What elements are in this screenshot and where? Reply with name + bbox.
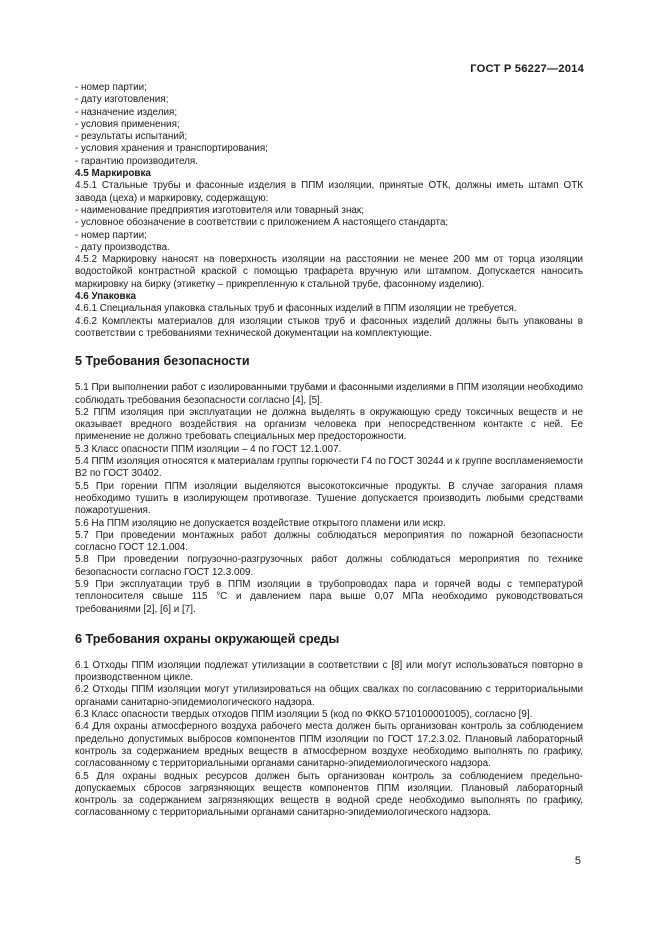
paragraph-4-5-2: 4.5.2 Маркировку наносят на поверхность изоляции на расстоянии не менее 200 мм от торца изоляции водостойкой контрастной краской с помощью трафарета вручную или штампом. Допускается наносить маркировку на бирку (этикетку – прикрепленную к стальной трубе, фасонному изделию). [75,254,583,290]
paragraph-4-5-1: 4.5.1 Стальные трубы и фасонные изделия в ППМ изоляции, принятые ОТК, должны иметь штамп ОТК завода (цеха) и маркировку, содержащую: [75,180,583,204]
list-item: - гарантию производителя. [75,155,199,167]
paragraph-5-1: 5.1 При выполнении работ с изолированными трубами и фасонными изделиями в ППМ изоляции необходимо соблюдать требования безопасности согласно [4], [5]. [75,382,583,406]
list-item: - условное обозначение в соответствии с приложением А настоящего стандарта; [75,217,449,229]
section-title-5: 5 Требования безопасности [75,354,250,369]
paragraph-6-5: 6.5 Для охраны водных ресурсов должен быть организован контроль за соблюдением предельно-допускаемых сбросов загрязняющих веществ компонентов ППМ изоляции. Плановый лабораторный контроль за содержанием загрязняющих веществ в водной среде необходимо выполнять по графику, согласованному с территориальными органами санитарно-эпидемиологического надзора. [75,770,583,819]
list-item: - номер партии; [75,82,147,93]
list-item: - номер партии; [75,229,147,241]
paragraph-5-2: 5.2 ППМ изоляция при эксплуатации не должна выделять в окружающую среду токсичных веществ и не оказывает вредного воздействия на организм человека при непосредственном контакте с ней. Ее применение не должно требовать специальных мер предосторожности. [75,406,583,443]
paragraph-5-6: 5.6 На ППМ изоляцию не допускается воздействие открытого пламени или искр. [75,517,446,529]
paragraph-5-7: 5.7 При проведении монтажных работ должны соблюдаться мероприятия по пожарной безопасности согласно ГОСТ 12.1.004. [75,529,583,554]
list-item: - дату изготовления; [75,94,169,106]
paragraph-5-8: 5.8 При проведении погрузочно-разгрузочных работ должны соблюдаться мероприятия по технике безопасности согласно ГОСТ 12.3.009. [75,554,583,578]
list-item: - назначение изделия; [75,106,178,118]
subsection-title-4-5: 4.5 Маркировка [75,168,151,180]
list-item: - дату производства. [75,241,170,253]
paragraph-5-9: 5.9 При эксплуатации труб в ППМ изоляции в трубопроводах пара и горячей воды с температурой теплоносителя свыше 115 °С и давлением пара выше 0,07 МПа необходимо руководствоваться требованиями [2], [6] и [7]. [75,578,583,615]
paragraph-6-1: 6.1 Отходы ППМ изоляции подлежат утилизации в соответствии с [8] или могут использоваться повторно в производственном цикле. [75,659,583,684]
document-header: ГОСТ Р 56227—2014 [470,63,584,75]
subsection-title-4-6: 4.6 Упаковка [75,291,137,303]
paragraph-6-2: 6.2 Отходы ППМ изоляции могут утилизироваться на общих свалках по согласованию с территориальными органами санитарно-эпидемиологического надзора. [75,684,583,708]
list-item: - наименование предприятия изготовителя или товарный знак; [75,204,364,216]
paragraph-5-4: 5.4 ППМ изоляция относятся к материалам группы горючести Г4 по ГОСТ 30244 и к группе воспламеняемости В2 по ГОСТ 30402. [75,456,583,480]
paragraph-5-3: 5.3 Класс опасности ППМ изоляции – 4 по ГОСТ 12.1.007. [75,443,342,455]
list-item: - условия хранения и транспортирования; [75,143,268,155]
paragraph-6-3: 6.3 Класс опасности твердых отходов ППМ изоляции 5 (код по ФККО 5710100001005), согласно [9]. [75,709,533,721]
list-item: - условия применения; [75,118,180,130]
paragraph-4-6-2: 4.6.2 Комплекты материалов для изоляции стыков труб и фасонных изделий должны быть упакованы в соответствии с требованиями технической документации на комплектующие. [75,315,583,339]
paragraph-6-4: 6.4 Для охраны атмосферного воздуха рабочего места должен быть организован контроль за соблюдением предельно допустимых выбросов компонентов ППМ изоляции по ГОСТ 17.2.3.02. Плановый лабораторный контроль за содержанием вредных веществ в атмосферном воздухе необходимо выполнять по графику, согласованному с территориальными органами санитарно-эпидемиологического надзора. [75,721,583,770]
page-number: 5 [574,855,581,867]
paragraph-4-6-1: 4.6.1 Специальная упаковка стальных труб и фасонных изделий в ППМ изоляции не требуется. [75,303,517,315]
paragraph-5-5: 5.5 При горении ППМ изоляции выделяются высокотоксичные продукты. В случае загорания пламя необходимо тушить в изолирующем противогазе. Тушение допускается производить любыми средствами пожаротушения. [75,480,583,517]
page-content [75,82,583,820]
list-item: - результаты испытаний; [75,131,188,143]
section-title-6: 6 Требования охраны окружающей среды [75,631,340,646]
